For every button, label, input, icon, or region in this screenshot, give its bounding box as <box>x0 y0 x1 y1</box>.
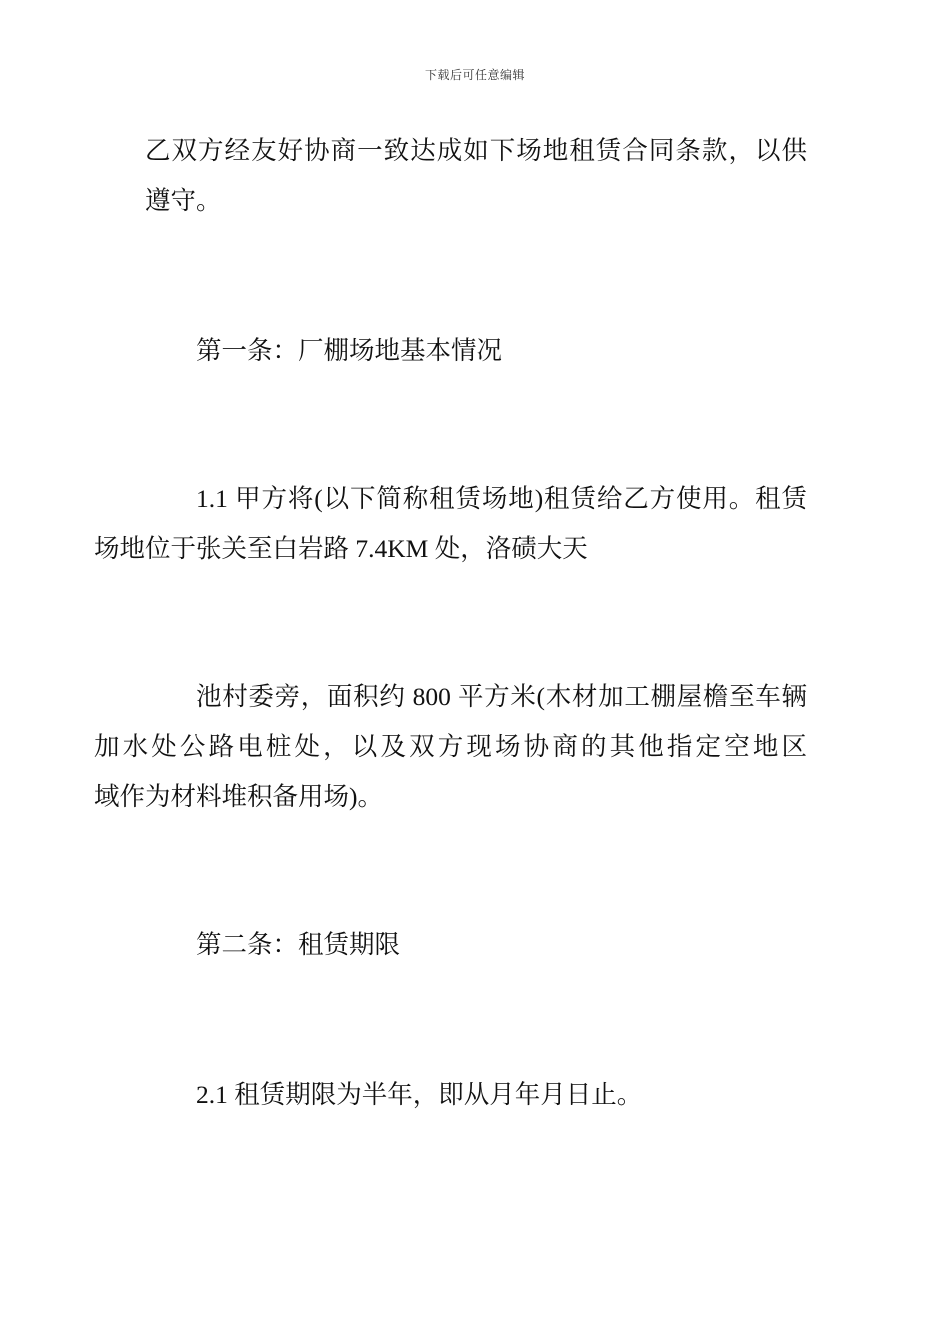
text-line: 2.1 租赁期限为半年，即从月年月日止。 <box>196 1080 643 1109</box>
paragraph-clause-1-1 <box>94 474 807 574</box>
section-heading-article-1 <box>145 326 807 376</box>
text-line: 乙双方经友好协商一致达成如下场地租赁合同条款，以供 <box>145 136 807 165</box>
text-line: 1.1 甲方将(以下简称租赁场地)租赁给乙方使用。租赁 <box>196 484 807 513</box>
text-line: 域作为材料堆积备用场)。 <box>94 782 383 811</box>
text-line: 第一条：厂棚场地基本情况 <box>196 336 503 365</box>
text-line: 遵守。 <box>145 186 222 215</box>
text-line: 场地位于张关至白岩路 7.4KM 处，洛碛大天 <box>94 534 588 563</box>
text-line: 池村委旁，面积约 800 平方米(木材加工棚屋檐至车辆 <box>196 682 807 711</box>
page-header: 下载后可任意编辑 <box>424 68 525 82</box>
text-line: 加水处公路电桩处，以及双方现场协商的其他指定空地区 <box>94 732 807 761</box>
paragraph-agreement-intro <box>145 126 807 226</box>
section-heading-article-2 <box>145 920 807 970</box>
paragraph-clause-2-1 <box>145 1070 807 1120</box>
text-line: 第二条：租赁期限 <box>196 930 401 959</box>
paragraph-clause-1-1-continued <box>94 672 807 822</box>
